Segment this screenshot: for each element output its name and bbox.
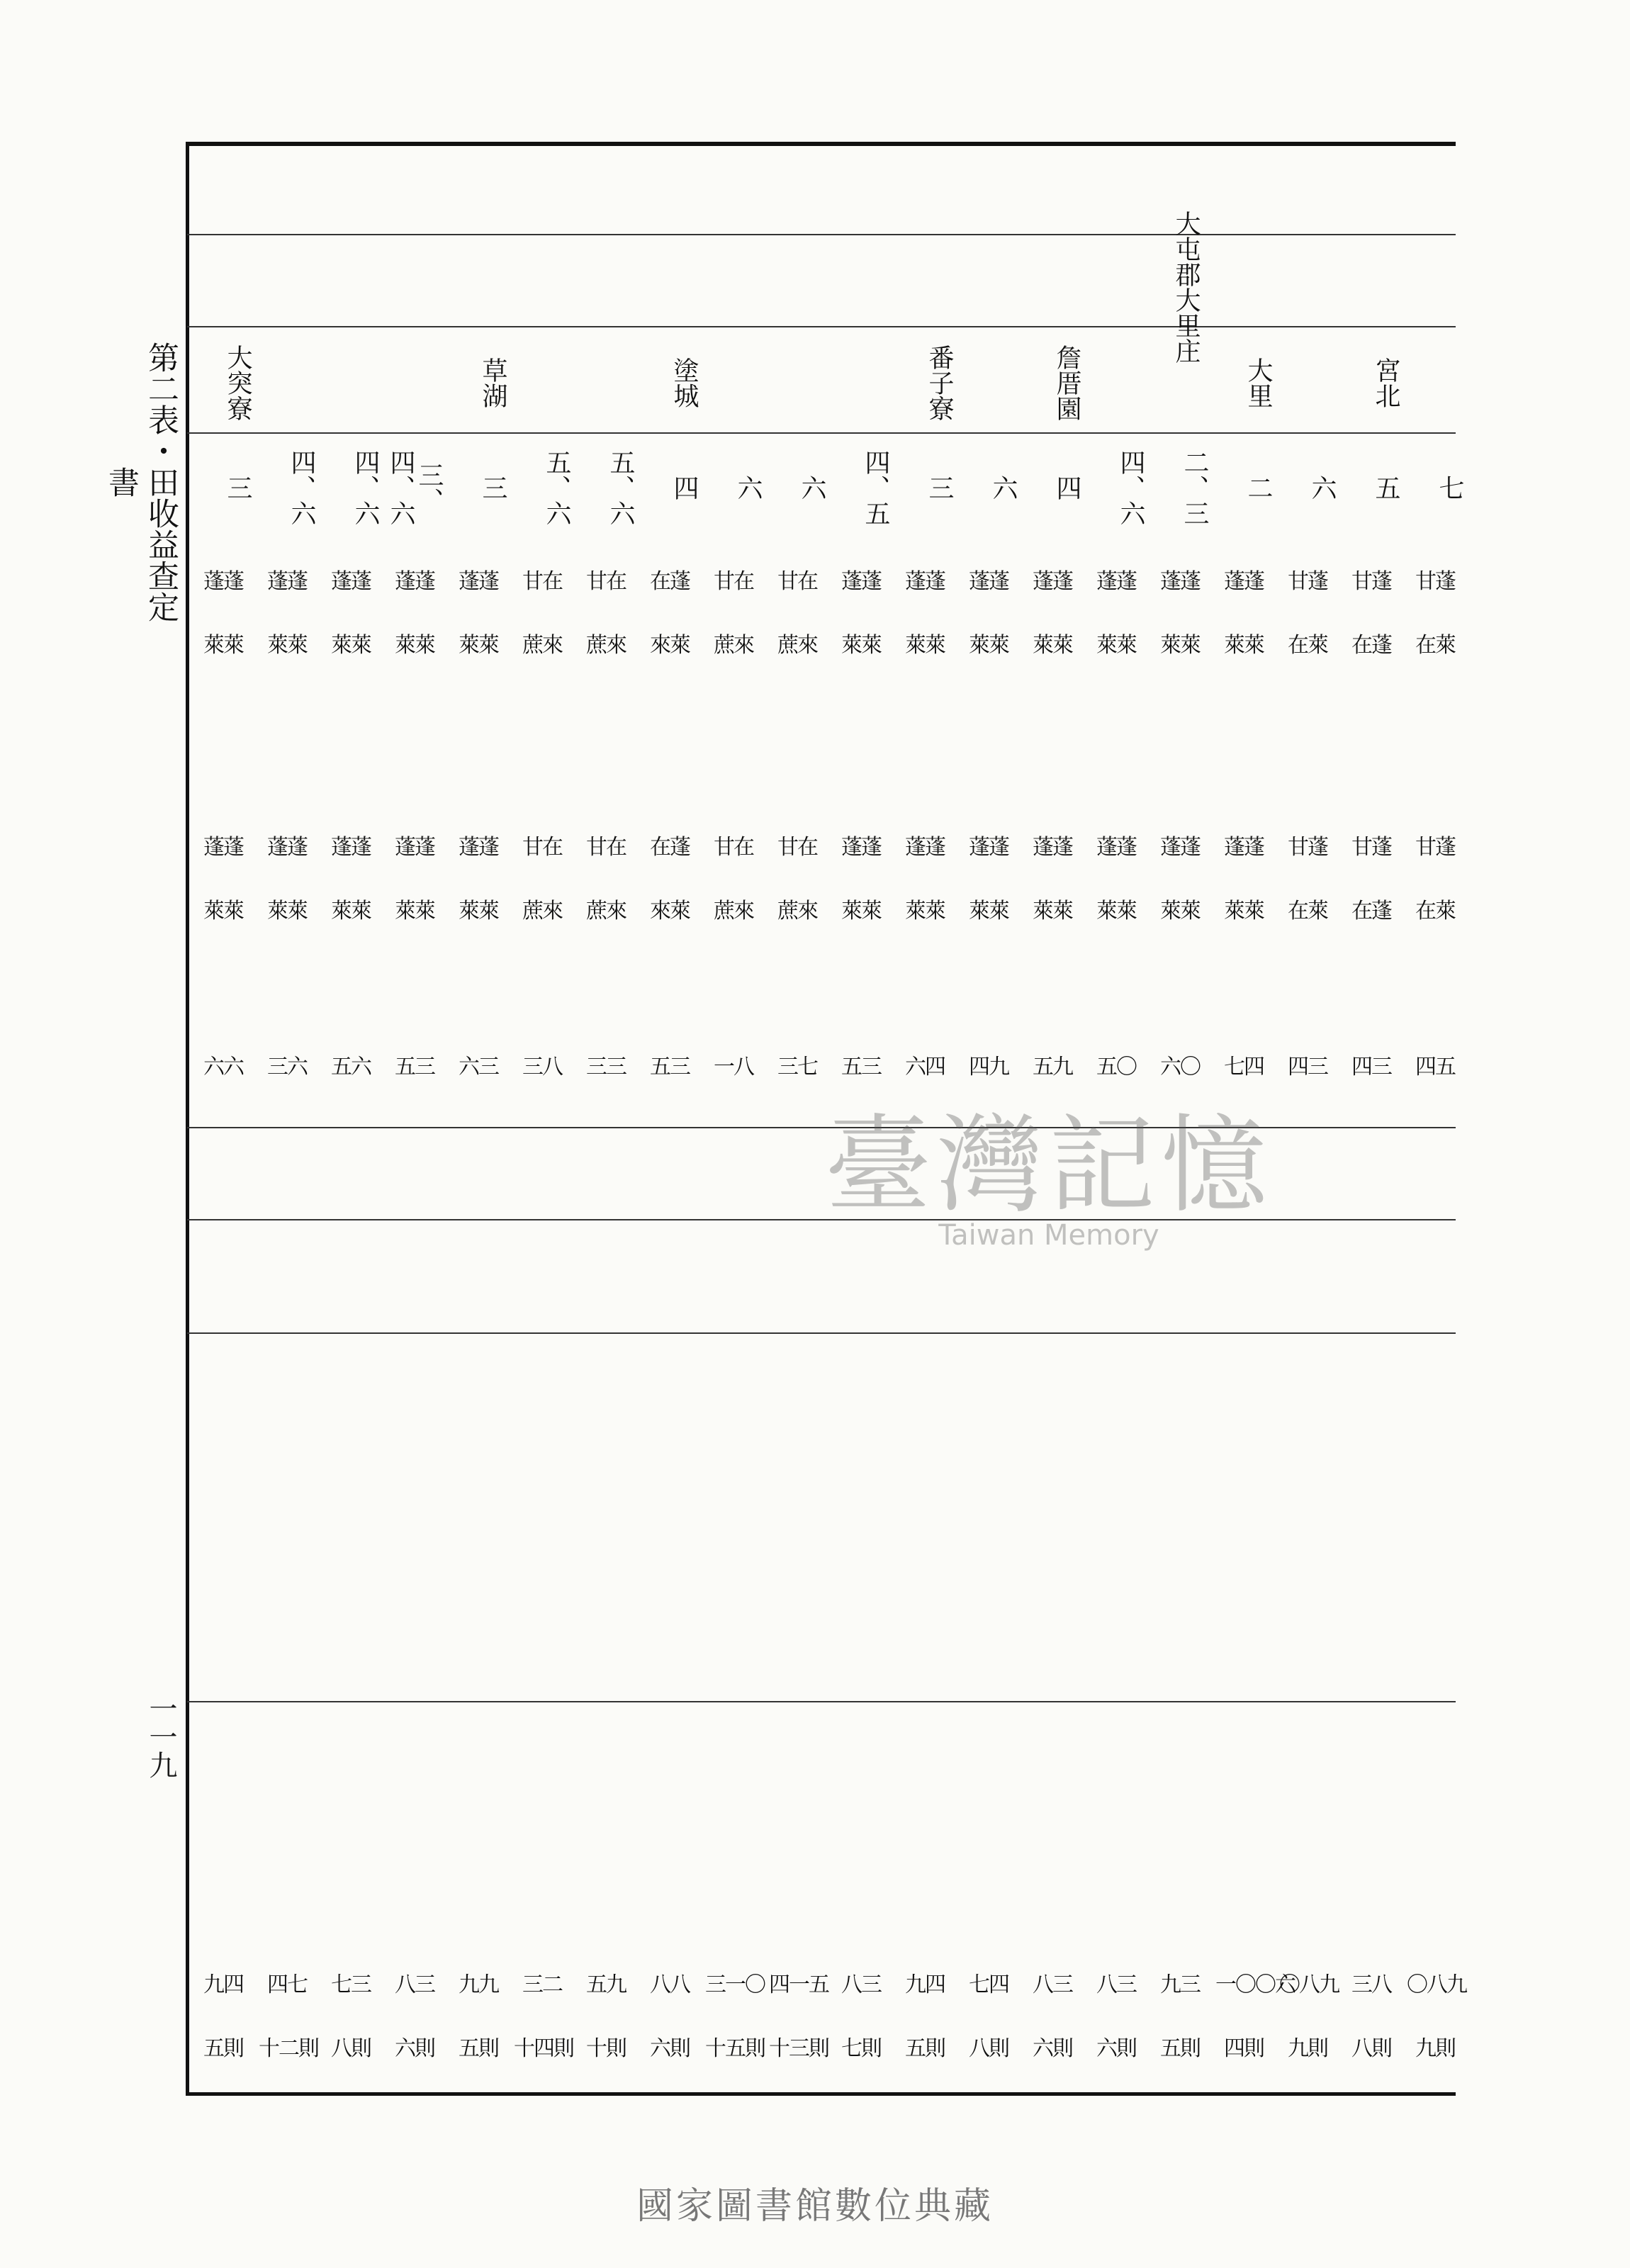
crop-lower: 萊萊	[841, 633, 881, 658]
crop-lower: 萊萊	[331, 633, 371, 658]
crop-upper: 甘在	[586, 569, 626, 594]
value-row: 六四	[905, 1055, 945, 1079]
value-row: 四九	[969, 1055, 1008, 1079]
crop-upper-2: 蓬蓬	[331, 835, 371, 860]
location-name: 番子寮	[925, 344, 954, 421]
crop-upper: 蓬蓬	[841, 569, 881, 594]
grade-value: 七	[1435, 475, 1464, 500]
crop-upper-2: 蓬蓬	[1033, 835, 1072, 860]
crop-upper: 甘在	[522, 569, 562, 594]
crop-upper-2: 甘在	[777, 835, 817, 860]
crop-upper-2: 甘蓬	[1351, 835, 1391, 860]
crop-upper-2: 甘在	[522, 835, 562, 860]
count-value: 十五則	[705, 2036, 765, 2061]
grade-value: 三	[925, 475, 954, 500]
total-value: 八三	[1033, 1972, 1072, 1997]
count-value: 七則	[841, 2036, 881, 2061]
crop-lower: 萊萊	[1096, 633, 1136, 658]
total-value: 〇八九	[1407, 1972, 1466, 1997]
total-value: 八八	[650, 1972, 690, 1997]
crop-lower: 萊萊	[395, 633, 434, 658]
value-row: 一八	[714, 1055, 753, 1079]
footer-text: 國家圖書館數位典藏	[636, 2185, 994, 2228]
crop-lower: 蔗來	[777, 633, 817, 658]
count-value: 六則	[650, 2036, 690, 2061]
count-value: 六則	[1096, 2036, 1136, 2061]
count-value: 六則	[395, 2036, 434, 2061]
value-row: 三八	[522, 1055, 562, 1079]
value-row: 五三	[395, 1055, 434, 1079]
value-row: 四三	[1288, 1055, 1327, 1079]
crop-lower: 萊萊	[969, 633, 1008, 658]
crop-upper: 甘蓬	[1288, 569, 1327, 594]
count-value: 十四則	[514, 2036, 573, 2061]
grade-value: 三、四、六	[386, 449, 444, 526]
total-value: 九四	[905, 1972, 945, 1997]
total-value: 八三	[395, 1972, 434, 1997]
grade-value: 二	[1244, 475, 1273, 500]
count-value: 五則	[459, 2036, 498, 2061]
value-row: 四五	[1415, 1055, 1455, 1079]
crop-lower: 在蓬	[1351, 633, 1391, 658]
crop-upper-2: 甘蓬	[1288, 835, 1327, 860]
crop-upper: 在蓬	[650, 569, 690, 594]
crop-upper-2: 蓬蓬	[459, 835, 498, 860]
location-name	[1279, 333, 1336, 432]
table-left-border	[186, 142, 189, 2095]
total-value: 八三	[841, 1972, 881, 1997]
grade-value: 五	[1371, 475, 1400, 500]
crop-lower-2: 萊萊	[395, 899, 434, 924]
value-row: 四三	[1351, 1055, 1391, 1079]
grade-value: 四、六	[351, 449, 380, 526]
location-name: 大突寮	[223, 344, 252, 421]
crop-upper: 蓬蓬	[459, 569, 498, 594]
total-value: 一〇〇六	[1215, 1972, 1295, 1997]
grade-value: 六	[734, 475, 763, 500]
total-value: 九九	[459, 1972, 498, 1997]
location-name: 詹厝園	[1052, 344, 1081, 421]
total-value: 三二	[522, 1972, 562, 1997]
crop-upper: 蓬蓬	[1160, 569, 1200, 594]
crop-upper: 甘在	[777, 569, 817, 594]
location-name	[259, 333, 315, 432]
row-divider	[187, 1701, 1456, 1702]
crop-lower: 在萊	[1415, 633, 1455, 658]
value-row: 六六	[203, 1055, 243, 1079]
watermark	[794, 1106, 1304, 1252]
table-bottom-border	[186, 2092, 1456, 2096]
location-name	[578, 333, 634, 432]
page-number: 一一九	[145, 1694, 177, 1779]
crop-upper: 蓬蓬	[331, 569, 371, 594]
location-name	[769, 333, 826, 432]
crop-lower-2: 萊萊	[267, 899, 307, 924]
count-value: 十則	[586, 2036, 626, 2061]
crop-lower: 萊萊	[459, 633, 498, 658]
value-row: 三三	[586, 1055, 626, 1079]
value-row: 七四	[1224, 1055, 1264, 1079]
total-value: 三一〇	[705, 1972, 765, 1997]
crop-lower-2: 在蓬	[1351, 899, 1391, 924]
location-name	[1088, 333, 1145, 432]
grade-value: 四	[670, 475, 699, 500]
count-value: 四則	[1224, 2036, 1264, 2061]
count-value: 八則	[331, 2036, 371, 2061]
location-name	[514, 333, 570, 432]
crop-upper-2: 蓬蓬	[969, 835, 1008, 860]
count-value: 八則	[969, 2036, 1008, 2061]
crop-upper-2: 蓬蓬	[1160, 835, 1200, 860]
location-name	[833, 333, 889, 432]
count-value: 九則	[1288, 2036, 1327, 2061]
crop-lower-2: 蔗來	[777, 899, 817, 924]
crop-upper-2: 蓬蓬	[267, 835, 307, 860]
crop-lower-2: 萊萊	[1033, 899, 1072, 924]
total-value: 八三	[1096, 1972, 1136, 1997]
table-top-border	[186, 142, 1456, 146]
grade-value: 六	[1308, 475, 1337, 500]
header-divider	[187, 326, 1456, 327]
crop-upper: 蓬蓬	[1033, 569, 1072, 594]
crop-lower-2: 萊萊	[331, 899, 371, 924]
crop-lower-2: 萊萊	[905, 899, 945, 924]
crop-lower-2: 萊萊	[459, 899, 498, 924]
total-value: 九三	[1160, 1972, 1200, 1997]
crop-upper: 蓬蓬	[395, 569, 434, 594]
crop-upper: 蓬蓬	[1224, 569, 1264, 594]
location-name: 草湖	[478, 357, 507, 408]
crop-lower: 蔗來	[586, 633, 626, 658]
grade-value: 四	[1052, 475, 1081, 500]
row-divider	[187, 1332, 1456, 1334]
crop-upper: 甘蓬	[1415, 569, 1455, 594]
crop-upper-2: 蓬蓬	[203, 835, 243, 860]
grade-value: 六	[989, 475, 1018, 500]
crop-lower-2: 萊萊	[1096, 899, 1136, 924]
total-value: 七四	[969, 1972, 1008, 1997]
count-value: 十二則	[259, 2036, 318, 2061]
crop-lower: 萊萊	[1033, 633, 1072, 658]
grade-value: 二、三	[1180, 449, 1209, 526]
crop-lower: 萊萊	[1224, 633, 1264, 658]
crop-upper-2: 蓬蓬	[1224, 835, 1264, 860]
header-divider	[187, 432, 1456, 434]
location-name	[960, 333, 1017, 432]
value-row: 五三	[841, 1055, 881, 1079]
value-row: 五三	[650, 1055, 690, 1079]
grade-value: 四、五	[861, 449, 890, 526]
total-value: 四一五	[769, 1972, 828, 1997]
location-name	[322, 333, 379, 432]
crop-lower-2: 萊萊	[203, 899, 243, 924]
grade-value: 五、六	[542, 449, 571, 526]
crop-lower-2: 萊萊	[1160, 899, 1200, 924]
crop-lower: 萊萊	[203, 633, 243, 658]
value-row: 六〇	[1160, 1055, 1200, 1079]
crop-upper-2: 蓬蓬	[841, 835, 881, 860]
value-row: 五九	[1033, 1055, 1072, 1079]
crop-upper-2: 蓬蓬	[395, 835, 434, 860]
count-value: 六則	[1033, 2036, 1072, 2061]
crop-lower-2: 萊萊	[1224, 899, 1264, 924]
grade-value: 三	[478, 475, 507, 500]
value-row: 五六	[331, 1055, 371, 1079]
crop-upper-2: 在蓬	[650, 835, 690, 860]
watermark-cn: 臺灣記憶	[824, 1104, 1273, 1228]
crop-lower: 萊萊	[1160, 633, 1200, 658]
crop-lower: 蔗來	[714, 633, 753, 658]
value-row: 三七	[777, 1055, 817, 1079]
count-value: 十三則	[769, 2036, 828, 2061]
grade-value: 六	[797, 475, 826, 500]
total-value: 七三	[331, 1972, 371, 1997]
count-value: 五則	[905, 2036, 945, 2061]
crop-upper: 甘蓬	[1351, 569, 1391, 594]
location-name	[705, 333, 762, 432]
grade-value: 四、六	[287, 449, 316, 526]
crop-upper-2: 甘在	[586, 835, 626, 860]
location-name	[386, 333, 443, 432]
crop-upper-2: 甘蓬	[1415, 835, 1455, 860]
grade-value: 五、六	[606, 449, 635, 526]
crop-lower-2: 來萊	[650, 899, 690, 924]
total-value: 三八	[1351, 1972, 1391, 1997]
crop-lower: 萊萊	[905, 633, 945, 658]
total-value: 五九	[586, 1972, 626, 1997]
location-name: 宮北	[1371, 357, 1400, 408]
side-title: 第二表・田收益查定書	[103, 342, 179, 622]
crop-lower: 蔗來	[522, 633, 562, 658]
crop-upper: 蓬蓬	[905, 569, 945, 594]
crop-upper: 蓬蓬	[203, 569, 243, 594]
value-row: 三六	[267, 1055, 307, 1079]
count-value: 五則	[203, 2036, 243, 2061]
count-value: 五則	[1160, 2036, 1200, 2061]
count-value: 九則	[1415, 2036, 1455, 2061]
crop-upper-2: 蓬蓬	[905, 835, 945, 860]
value-row: 六三	[459, 1055, 498, 1079]
crop-lower-2: 蔗來	[586, 899, 626, 924]
total-value: 〇八九	[1279, 1972, 1339, 1997]
value-row: 五〇	[1096, 1055, 1136, 1079]
district-heading: 大屯郡大里庄	[1171, 210, 1201, 364]
crop-lower-2: 在萊	[1415, 899, 1455, 924]
crop-lower-2: 在萊	[1288, 899, 1327, 924]
grade-value: 三	[223, 475, 252, 500]
crop-lower-2: 蔗來	[522, 899, 562, 924]
location-name: 大里	[1244, 357, 1273, 408]
header-divider	[187, 234, 1456, 235]
location-name	[1152, 333, 1208, 432]
crop-upper: 蓬蓬	[267, 569, 307, 594]
crop-upper: 蓬蓬	[969, 569, 1008, 594]
crop-lower-2: 蔗來	[714, 899, 753, 924]
total-value: 九四	[203, 1972, 243, 1997]
location-name: 塗城	[670, 357, 699, 408]
crop-upper: 甘在	[714, 569, 753, 594]
grade-value: 四、六	[1116, 449, 1145, 526]
crop-lower: 在萊	[1288, 633, 1327, 658]
total-value: 四七	[267, 1972, 307, 1997]
crop-upper: 蓬蓬	[1096, 569, 1136, 594]
crop-lower: 來萊	[650, 633, 690, 658]
crop-lower-2: 萊萊	[969, 899, 1008, 924]
location-name	[1407, 333, 1463, 432]
crop-lower: 萊萊	[267, 633, 307, 658]
count-value: 八則	[1351, 2036, 1391, 2061]
crop-lower-2: 萊萊	[841, 899, 881, 924]
watermark-en: Taiwan Memory	[938, 1219, 1159, 1252]
crop-upper-2: 甘在	[714, 835, 753, 860]
crop-upper-2: 蓬蓬	[1096, 835, 1136, 860]
